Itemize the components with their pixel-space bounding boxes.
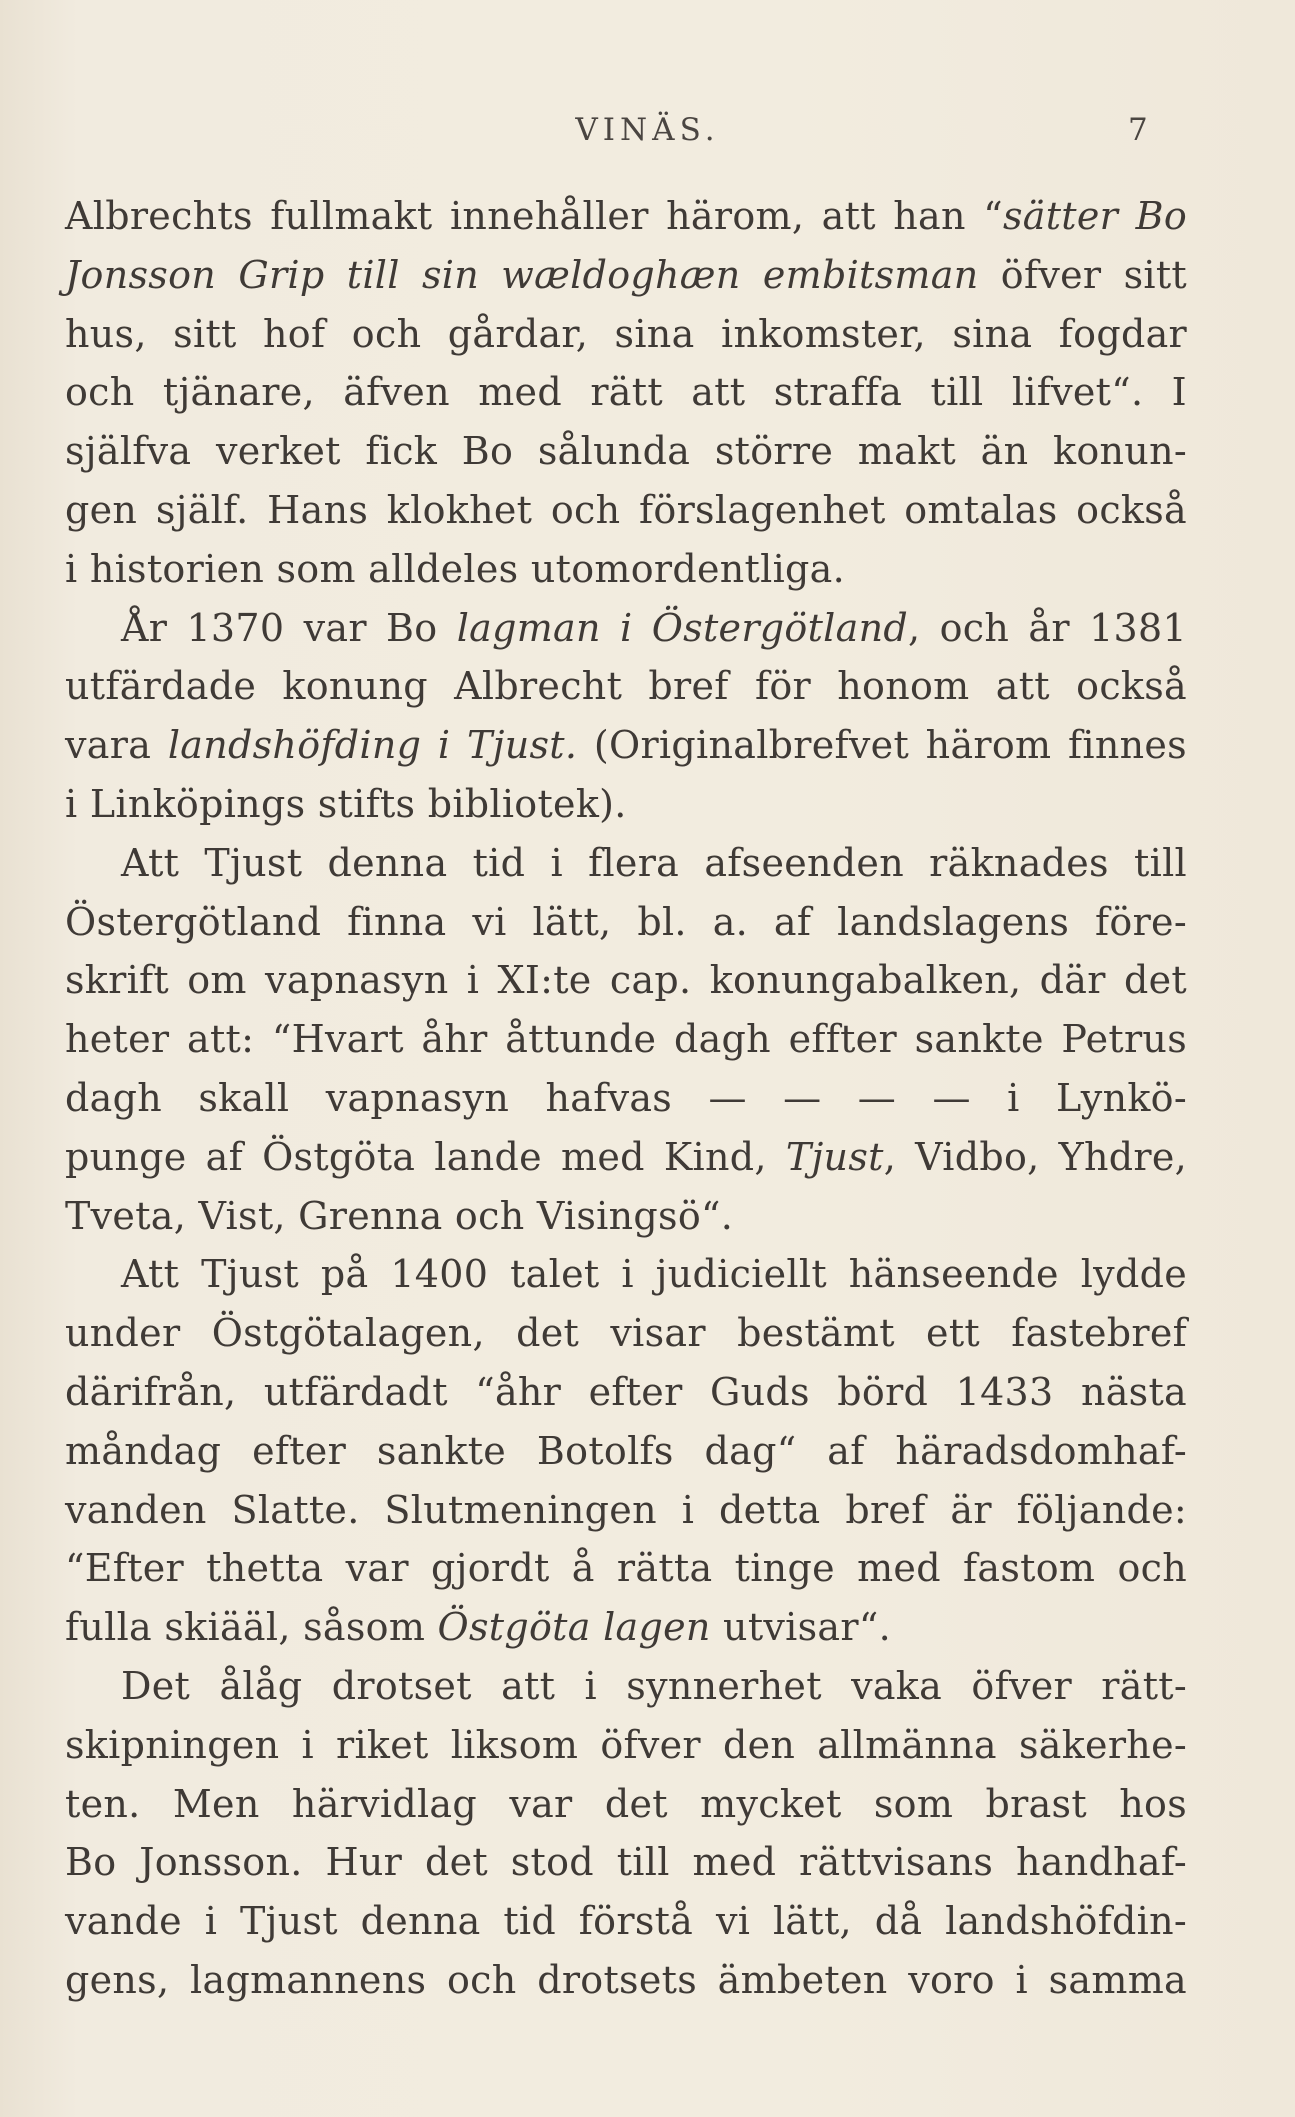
text-line — [65, 246, 1187, 305]
page-header — [0, 112, 1295, 162]
text-segment: vande i Tjust denna tid förstå vi lätt, då landshöfdin- — [65, 1899, 1187, 1944]
text-line — [65, 951, 1187, 1010]
text-line — [65, 1539, 1187, 1598]
text-line — [65, 363, 1187, 422]
body-text — [65, 187, 1187, 2010]
text-line — [65, 1892, 1187, 1951]
text-line — [65, 1187, 1187, 1246]
text-segment: utfärdade konung Albrecht bref för honom att också — [65, 664, 1187, 709]
text-segment: “Efter thetta var gjordt å rätta tinge med fastom och — [65, 1546, 1187, 1591]
text-segment: hus, sitt hof och gårdar, sina inkomster, sina fogdar — [65, 311, 1187, 356]
text-segment: skipningen i riket liksom öfver den allmänna säkerhe- — [65, 1722, 1187, 1767]
text-segment: (Originalbrefvet härom finnes — [577, 723, 1187, 768]
text-line — [65, 775, 1187, 834]
text-line — [65, 1069, 1187, 1128]
text-segment: vanden Slatte. Slutmeningen i detta bref är följande: — [65, 1487, 1187, 1532]
text-segment: Det ålåg drotset att i synnerhet vaka öfver rätt- — [121, 1663, 1187, 1708]
text-segment: därifrån, utfärdadt “åhr efter Guds börd 1433 nästa — [65, 1369, 1187, 1414]
text-line — [65, 1481, 1187, 1540]
text-segment: År 1370 var Bo — [121, 605, 457, 650]
text-line — [65, 305, 1187, 364]
text-line — [65, 716, 1187, 775]
text-line — [65, 657, 1187, 716]
text-segment: Tveta, Vist, Grenna och Visingsö“. — [65, 1193, 734, 1238]
text-segment: i Linköpings stifts bibliotek). — [65, 781, 627, 826]
text-line — [65, 187, 1187, 246]
text-segment: Albrechts fullmakt innehåller härom, att han “ — [65, 194, 1003, 238]
italic-text: Jonsson Grip till sin wældoghæn embitsman — [65, 252, 979, 297]
italic-text: Tjust — [785, 1134, 884, 1179]
text-line — [65, 1128, 1187, 1187]
italic-text: Östgöta lagen — [437, 1605, 711, 1650]
text-line — [65, 1716, 1187, 1775]
text-line — [65, 1598, 1187, 1657]
text-segment: Bo Jonsson. Hur det stod till med rättvisans handhaf- — [65, 1840, 1187, 1885]
text-segment: och tjänare, äfven med rätt att straffa till lifvet“. I — [65, 370, 1187, 415]
text-line — [65, 1422, 1187, 1481]
text-line — [65, 422, 1187, 481]
text-segment: gens, lagmannens och drotsets ämbeten voro i samma — [65, 1957, 1187, 2002]
italic-text: lagman i Östergötland — [456, 605, 908, 650]
text-line — [65, 1245, 1187, 1304]
text-line — [65, 1775, 1187, 1834]
text-segment: dagh skall vapnasyn hafvas — — — — i Lynkö- — [65, 1075, 1187, 1120]
text-segment: Östergötland finna vi lätt, bl. a. af landslagens före- — [65, 899, 1187, 944]
text-line — [65, 481, 1187, 540]
text-segment: måndag efter sankte Botolfs dag“ af häradsdomhaf- — [65, 1428, 1187, 1473]
text-segment: Att Tjust på 1400 talet i judiciellt hänseende lydde — [121, 1252, 1187, 1297]
text-line — [65, 1657, 1187, 1716]
text-segment: öfver sitt — [978, 252, 1188, 297]
text-line — [65, 1304, 1187, 1363]
text-segment: under Östgötalagen, det visar bestämt ett fastebref — [65, 1311, 1187, 1356]
text-segment: fulla skiääl, såsom — [65, 1605, 438, 1650]
text-segment: , Vidbo, Yhdre, — [883, 1134, 1187, 1179]
text-segment: skrift om vapnasyn i XI:te cap. konungabalken, där det — [65, 958, 1187, 1003]
text-segment: i historien som alldeles utomordentliga. — [65, 546, 845, 591]
running-head: VINÄS. — [575, 112, 720, 148]
text-segment: ten. Men härvidlag var det mycket som brast hos — [65, 1781, 1187, 1826]
text-line — [65, 1010, 1187, 1069]
text-line — [65, 1951, 1187, 2010]
text-segment: Att Tjust denna tid i flera afseenden räknades till — [121, 840, 1187, 885]
text-segment: punge af Östgöta lande med Kind, — [65, 1134, 786, 1179]
text-segment: vara — [65, 723, 168, 768]
text-line — [65, 540, 1187, 599]
italic-text: landshöfding i Tjust. — [167, 723, 578, 768]
text-segment: heter att: “Hvart åhr åttunde dagh effter sankte Petrus — [65, 1017, 1187, 1062]
text-segment: , och år 1381 — [908, 605, 1187, 650]
text-line — [65, 599, 1187, 658]
text-segment: gen själf. Hans klokhet och förslagenhet omtalas också — [65, 487, 1187, 532]
text-line — [65, 1833, 1187, 1892]
text-segment: själfva verket fick Bo sålunda större makt än konun- — [65, 429, 1187, 474]
page-number: 7 — [1128, 112, 1148, 148]
italic-text: sätter Bo — [1002, 194, 1187, 238]
text-line — [65, 893, 1187, 952]
text-line — [65, 834, 1187, 893]
text-line — [65, 1363, 1187, 1422]
text-segment: utvisar“. — [710, 1605, 891, 1650]
